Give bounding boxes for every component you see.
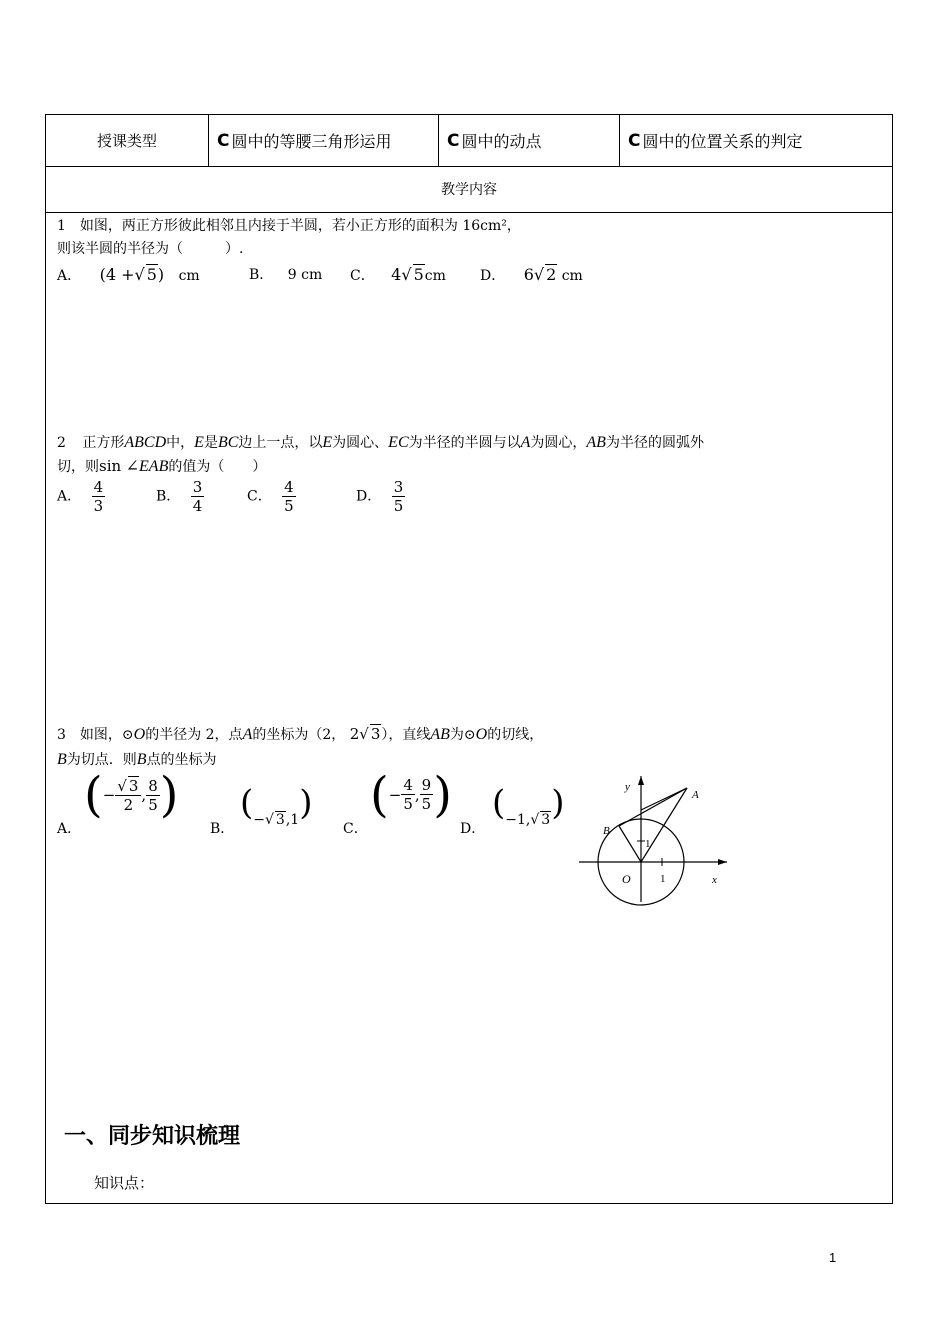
q2-text: 为半径的圆弧外: [605, 435, 704, 451]
lesson-type-label: 授课类型: [46, 115, 209, 166]
header-row: [46, 115, 892, 167]
q1-line1: 1 如图，两正方形彼此相邻且内接于半圆，若小正方形的面积为 16cm²，: [57, 218, 521, 234]
q2-text: 切，则: [57, 459, 99, 475]
q2-text: 正方形: [82, 435, 125, 451]
q2-line2: [57, 456, 266, 476]
q2-math: BC: [217, 434, 239, 451]
o-label: O: [622, 872, 631, 886]
q3-math: O: [475, 726, 488, 743]
q3-math: A: [242, 726, 253, 743]
knowledge-point-label: 知识点：: [94, 1174, 155, 1192]
denominator: 5: [403, 795, 413, 813]
radicand: 3: [128, 777, 139, 795]
q2-option-d: [356, 478, 405, 515]
q2-math: ∠EAB: [125, 458, 169, 475]
fraction: [92, 478, 106, 515]
minus-sign: −: [253, 812, 265, 828]
x-tick-label: 1: [660, 873, 666, 885]
q3-option-c: ( − $\frac{4}{5}$ , $\frac{9}{5}$ ): [370, 766, 452, 823]
q3-math: O: [133, 726, 146, 743]
topic-1-title: 圆中的等腰三角形运用: [231, 132, 392, 151]
fraction: [401, 776, 415, 813]
q2-option-c: [247, 478, 296, 515]
y-tick-label: 1: [645, 838, 651, 850]
numerator: 4: [403, 776, 413, 794]
level-tag: C: [628, 130, 641, 151]
a-label: A: [692, 789, 699, 801]
option-expr: (4 +: [99, 265, 135, 284]
radicand: 3: [541, 812, 551, 828]
q3-line2: [57, 749, 217, 769]
option-label: D．: [480, 268, 506, 284]
option-value: 9 cm: [287, 267, 323, 283]
q2-text: 是: [203, 435, 218, 451]
q2-math: E: [194, 434, 204, 451]
q2-math: sin: [99, 457, 122, 475]
q3-option-b: (−√ 3,1): [240, 783, 313, 828]
q3-math: AB: [430, 726, 450, 743]
fraction: [191, 478, 205, 515]
q2-text: 中，: [166, 435, 195, 451]
fraction: [420, 776, 434, 813]
radicand: 2: [546, 265, 557, 284]
coef: 6: [523, 265, 534, 284]
y-axis-arrow: [638, 776, 644, 785]
radicand: 5: [146, 265, 157, 284]
denominator: 5: [284, 497, 294, 515]
coordinate-tail: ,1: [285, 812, 300, 828]
unit: cm: [178, 268, 200, 284]
radius-ob: [619, 826, 641, 862]
q2-line1: [57, 432, 704, 452]
denominator: 5: [393, 497, 404, 515]
level-tag: C: [217, 130, 230, 151]
radicand: 5: [413, 265, 424, 284]
minus-sign: −: [388, 785, 402, 804]
q3-option-d: (−1,√ 3): [492, 783, 565, 828]
numerator: 9: [421, 776, 432, 794]
q2-option-b: [156, 478, 204, 515]
q3-text: 的半径为 2，点: [145, 727, 243, 743]
unit: cm: [424, 268, 446, 284]
q2-text: 的值为（ ）: [168, 459, 267, 475]
q1-option-c: C． 4√ 5cm: [350, 265, 446, 284]
q3-text: 3 如图，⊙: [57, 727, 134, 743]
option-label: A．: [57, 268, 82, 284]
q1-option-a: A． (4 +√ 5) cm: [57, 265, 200, 284]
numerator: 4: [93, 478, 104, 496]
radicand: 3: [275, 812, 285, 828]
q3-option-a: ( − $\frac{√ 3}{2}$ , $\frac{8}{5}$ ): [84, 767, 179, 823]
option-label: B．: [156, 488, 181, 505]
q2-math: AB: [586, 434, 606, 451]
q2-math: A: [520, 434, 531, 451]
denominator: 4: [192, 497, 203, 515]
q2-math: E: [322, 434, 333, 451]
q2-text: 为圆心、: [332, 435, 389, 451]
unit: cm: [561, 268, 583, 284]
q3-math: B: [136, 751, 147, 768]
numerator: 8: [148, 776, 158, 795]
y-label: y: [625, 781, 630, 793]
coordinate-head: −1,: [505, 812, 531, 828]
page-number: 1: [829, 1250, 837, 1265]
radicand: 3: [370, 725, 381, 743]
q2-text: 为半径的半圆与以: [408, 435, 521, 451]
numerator: 4: [284, 478, 294, 496]
teaching-content-heading: 教学内容: [46, 166, 892, 213]
q3-text: 为⊙: [449, 727, 476, 743]
q3-text: 点的坐标为: [146, 752, 217, 768]
q1-option-b: [249, 264, 322, 284]
fraction: [392, 478, 406, 515]
q3-text: 的切线，: [487, 727, 544, 743]
q3-option-a-label: A．: [57, 821, 82, 837]
coef: 4: [391, 265, 402, 284]
q3-option-c-label: C．: [343, 821, 368, 837]
q1-line2: 则该半圆的半径为（ ）.: [57, 241, 244, 257]
q2-math: EC: [388, 434, 409, 451]
option-label: C．: [247, 488, 272, 505]
q2-text: 边上一点，以: [238, 435, 323, 451]
topic-2-title: 圆中的动点: [461, 132, 542, 151]
q3-option-d-label: D．: [460, 821, 486, 837]
q2-math: ABCD: [124, 434, 167, 451]
q1-option-d: D． 6√ 2 cm: [480, 265, 583, 284]
q3-text: ），直线: [381, 727, 431, 743]
q3-figure: [575, 770, 735, 910]
option-label: C．: [350, 268, 375, 284]
option-label: B．: [249, 267, 274, 283]
fraction: [282, 478, 296, 515]
q3-option-b-label: B．: [210, 821, 235, 837]
fraction: [146, 777, 160, 814]
topic-1: [209, 115, 439, 166]
q3-line1: 3 如图，⊙O的半径为 2，点A的坐标为（2， 2√ 3），直线AB为⊙O的切线，: [57, 725, 544, 743]
q3-text: 的坐标为（2，: [252, 727, 346, 743]
b-label: B: [603, 825, 610, 837]
x-axis-arrow: [718, 859, 727, 865]
denominator: 5: [148, 795, 158, 814]
topic-2: [439, 115, 620, 166]
denominator: 3: [93, 497, 104, 515]
q3-math: B: [57, 751, 67, 768]
fraction: $\frac{√ 3}{2}$: [115, 776, 141, 814]
option-label: D．: [356, 488, 382, 505]
topic-3-title: 圆中的位置关系的判定: [642, 132, 803, 151]
numerator: 3: [192, 478, 203, 496]
coef: 2: [349, 725, 360, 743]
minus-sign: −: [102, 786, 116, 804]
q3-text: 为切点．则: [66, 752, 137, 768]
question-number: 2: [57, 435, 66, 451]
close-paren: ): [157, 265, 165, 284]
level-tag: C: [447, 130, 460, 151]
numerator: 3: [393, 478, 404, 496]
q2-option-a: [57, 478, 105, 515]
q2-text: 为圆心，: [530, 435, 587, 451]
x-label: x: [712, 874, 717, 886]
option-label: A．: [57, 488, 82, 505]
denominator: 5: [421, 795, 432, 813]
section-title: 一、同步知识梳理: [64, 1124, 241, 1149]
topic-3: [620, 115, 894, 166]
denominator: 2: [123, 796, 134, 814]
